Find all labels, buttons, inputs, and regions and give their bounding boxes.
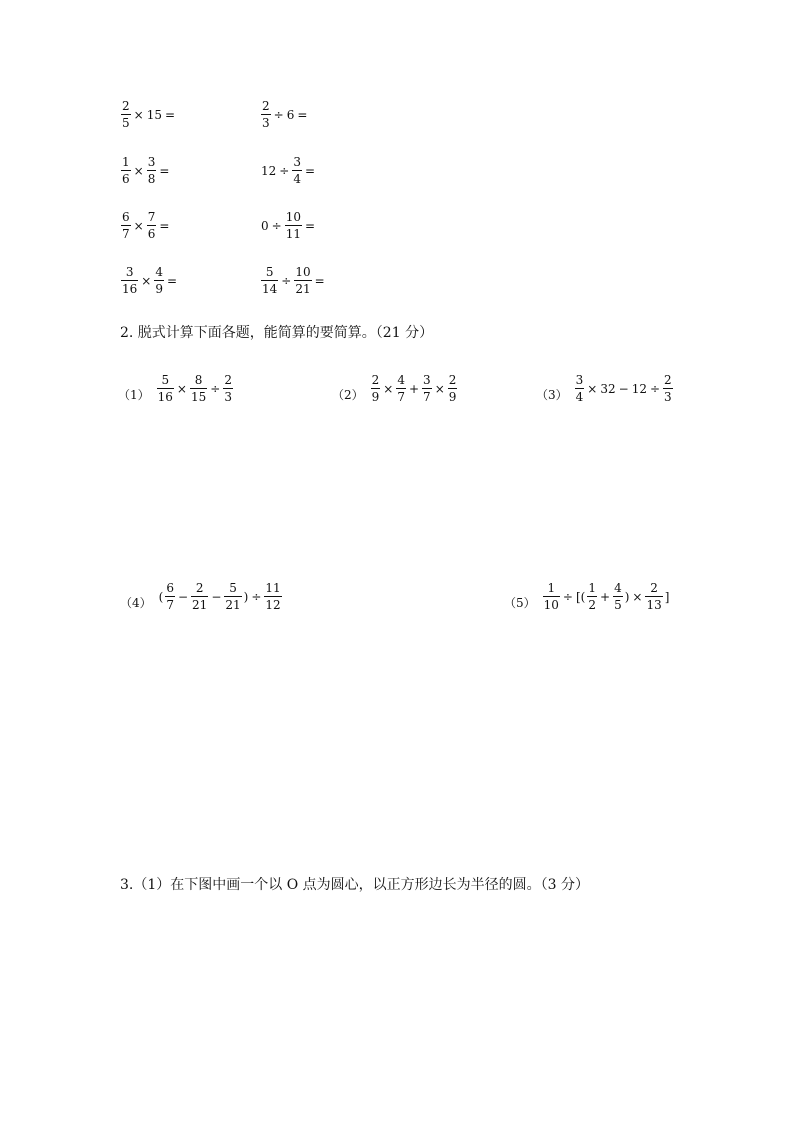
fraction: $\frac{6}{7}$ [166, 581, 174, 612]
problem-label: （5） [504, 595, 536, 610]
fraction: $\frac{2}{9}$ [371, 373, 380, 404]
fraction: $\frac{2}{5}$ [122, 99, 130, 130]
oral-expr-6: 0 ÷ $\frac{10}{11}$ = [261, 210, 316, 241]
fraction: $\frac{1}{10}$ [543, 581, 559, 612]
oral-expr-3: $\frac{1}{6}$ × $\frac{3}{8}$ = [122, 155, 170, 186]
fraction: $\frac{10}{11}$ [285, 210, 301, 241]
fraction: $\frac{3}{4}$ [575, 373, 584, 404]
problem-label: （2） [332, 387, 364, 402]
oral-expr-1: $\frac{2}{5}$ × 15 = [122, 99, 176, 130]
fraction: $\frac{1}{6}$ [122, 155, 130, 186]
fraction: $\frac{4}{9}$ [155, 265, 163, 296]
fraction: $\frac{2}{13}$ [646, 581, 662, 612]
fraction: $\frac{6}{7}$ [122, 210, 130, 241]
problem-label: （4） [120, 595, 152, 610]
fraction: $\frac{4}{7}$ [397, 373, 405, 404]
problem-2: （2） $\frac{2}{9}$ × $\frac{4}{7}$ + $\frac{3}{7}$ × $\frac{2}{9}$ [332, 373, 457, 404]
problem-4: （4） ( $\frac{6}{7}$ − $\frac{2}{21}$ − $\frac{5}{21}$ ) ÷ $\frac{11}{12}$ [120, 581, 281, 612]
fraction: $\frac{7}{6}$ [147, 210, 156, 241]
fraction: $\frac{10}{21}$ [295, 265, 311, 296]
oral-expr-5: $\frac{6}{7}$ × $\frac{7}{6}$ = [122, 210, 170, 241]
section3-heading: 3.（1）在下图中画一个以 O 点为圆心，以正方形边长为半径的圆。（3 分） [120, 877, 589, 893]
fraction: $\frac{8}{15}$ [190, 373, 207, 404]
oral-expr-7: $\frac{3}{16}$ × $\frac{4}{9}$ = [122, 265, 178, 296]
fraction: $\frac{4}{5}$ [614, 581, 622, 612]
fraction: $\frac{2}{3}$ [224, 373, 232, 404]
fraction: $\frac{3}{16}$ [122, 265, 138, 296]
fraction: $\frac{3}{8}$ [147, 155, 156, 186]
fraction: $\frac{5}{16}$ [157, 373, 173, 404]
fraction: $\frac{3}{4}$ [293, 155, 301, 186]
oral-expr-8: $\frac{5}{14}$ ÷ $\frac{10}{21}$ = [262, 265, 325, 296]
fraction: $\frac{1}{2}$ [588, 581, 596, 612]
problem-label: （3） [536, 387, 568, 402]
oral-expr-2: $\frac{2}{3}$ ÷ 6 = [262, 99, 308, 130]
fraction: $\frac{2}{21}$ [192, 581, 208, 612]
fraction: $\frac{2}{9}$ [448, 373, 457, 404]
oral-expr-4: 12 ÷ $\frac{3}{4}$ = [261, 155, 316, 186]
problem-3: （3） $\frac{3}{4}$ × 32 − 12 ÷ $\frac{2}{3}$ [536, 373, 672, 404]
problem-5: （5） $\frac{1}{10}$ ÷ [( $\frac{1}{2}$ + $\frac{4}{5}$ ) × $\frac{2}{13}$ ] [504, 581, 670, 612]
fraction: $\frac{3}{7}$ [423, 373, 431, 404]
fraction: $\frac{5}{14}$ [262, 265, 278, 296]
section2-heading: 2. 脱式计算下面各题，能简算的要简算。（21 分） [120, 325, 434, 341]
fraction: $\frac{2}{3}$ [664, 373, 672, 404]
fraction: $\frac{5}{21}$ [225, 581, 241, 612]
problem-label: （1） [118, 387, 150, 402]
fraction: $\frac{11}{12}$ [265, 581, 281, 612]
fraction: $\frac{2}{3}$ [262, 99, 270, 130]
problem-1: （1） $\frac{5}{16}$ × $\frac{8}{15}$ ÷ $\frac{2}{3}$ [118, 373, 232, 404]
